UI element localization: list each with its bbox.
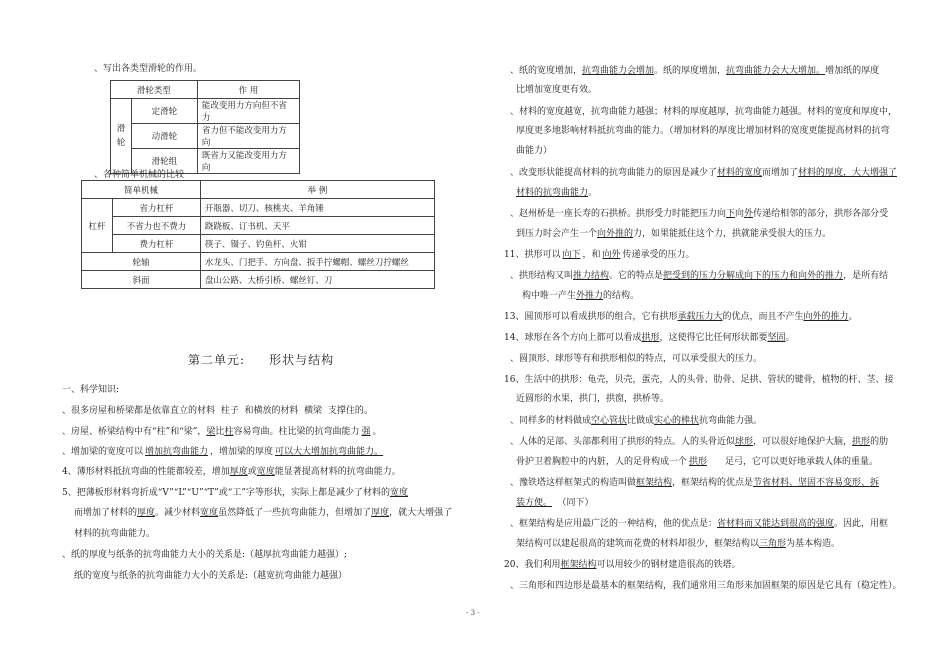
machine-examples: 盘山公路、大桥引桥、螺丝钉、刀 (200, 271, 434, 289)
text: ，和 (582, 250, 601, 260)
lever-examples: 跷跷板、订书机、天平 (200, 217, 434, 235)
text: 5、把薄板形材料弯折成“V”“L”“U”“T”或“工”字等形状，实际上都是减少了材料的 (62, 488, 390, 498)
table1-heading: 、写出各类型滑轮的作用。 (94, 64, 203, 74)
text: 。 (588, 188, 598, 198)
paragraph (510, 436, 888, 448)
paragraph: 、圆顶形、球形等有和拱形相似的特点，可以承受很大的压力。 (510, 354, 763, 364)
answer: 推力结构 (573, 271, 610, 281)
table2-heading: 、各种简单机械的比较 (94, 170, 185, 180)
text: 抗弯曲能力强。 (699, 416, 763, 426)
answer: 空心管状 (591, 416, 628, 426)
page-number: - 3 - (466, 609, 480, 617)
paragraph (504, 311, 858, 323)
paragraph (510, 167, 897, 179)
answer: 材料的抗弯曲能力 (516, 188, 589, 198)
paragraph-cont (516, 538, 840, 550)
text: 。减少材料 (155, 508, 201, 518)
text: 、赵州桥是一座长寿的石拱桥。拱形受力时能把压力向 (510, 209, 727, 219)
answer: 柱 (224, 427, 234, 437)
answer: 材料的宽度 (717, 168, 763, 178)
text: 的结构。 (603, 291, 640, 301)
text: （同下） (562, 498, 594, 508)
paragraph (62, 426, 382, 438)
text: 到压力时会产生一个 (516, 229, 598, 239)
paragraph-cont (516, 456, 878, 468)
pulley-row-type: 定滑轮 (132, 99, 198, 124)
paragraph: 、很多房屋和桥梁都是依靠直立的材料 柱子 和横放的材料 横梁 支撑住的。 (62, 406, 373, 416)
paragraph (504, 374, 893, 386)
unit-title: 第二单元: 形状与结构 (188, 353, 335, 367)
lever-type: 费力杠杆 (113, 235, 201, 253)
text: ，是所有结 (843, 271, 889, 281)
text: 、改变形状能提高材料的抗弯曲能力的原因是减少了 (510, 168, 718, 178)
paragraph-cont: 比增加宽度更有效。 (516, 85, 598, 95)
paragraph-cont: 纸的宽度与纸条的抗弯曲能力大小的关系是:（越宽抗弯曲能力越强） (74, 571, 348, 581)
machine-table (81, 180, 435, 289)
paragraph (510, 477, 879, 489)
paragraph (504, 332, 795, 344)
text: 16、生活中的拱形： (504, 375, 588, 385)
text: 的优点，而且不产生 (722, 312, 804, 322)
paragraph (62, 466, 401, 478)
text: ，这使得它比任何形状都要 (659, 333, 768, 343)
text: 为基本构造。 (786, 539, 841, 549)
answer: 把受到的压力分解成向下的压力和向外的推力 (663, 271, 844, 281)
answer: 框架结构 (636, 478, 673, 488)
text: ，可以很好地保护大脑， (753, 437, 853, 447)
text: 、纸的宽度增加， (510, 66, 583, 76)
paragraph: 、材料的宽度越宽，抗弯曲能力越强；材料的厚度越厚，抗弯曲能力越强。材料的宽度和厚度中， (510, 107, 898, 117)
answer: 宽度 (200, 508, 219, 518)
text: 、同样多的材料做成 (510, 416, 592, 426)
pulley-table (110, 80, 300, 174)
text: 能显著提高材料的抗弯曲能力。 (274, 467, 401, 477)
text: 20、我们利用 (504, 560, 561, 570)
text: 增加纸的厚度 (825, 66, 880, 76)
paragraph-cont (516, 497, 594, 509)
text: 13、圆顶形可以看成拱形的组合，它有拱形 (504, 312, 678, 322)
answer: 梁 (206, 427, 216, 437)
answer: 向下 (562, 250, 581, 260)
answer: 厚度 (371, 508, 390, 518)
answer: 拱形 (852, 437, 871, 447)
answer: 装方便。 (516, 498, 553, 508)
paragraph (510, 270, 888, 282)
paragraph (504, 249, 695, 261)
pulley-type-header: 滑轮类型 (111, 81, 198, 99)
answer: 材料的厚度，大大增强了 (798, 168, 898, 178)
paragraph (62, 487, 408, 499)
text: 、房屋、桥梁结构中有“柱”和“梁”， (62, 427, 207, 437)
text: 向 (735, 209, 745, 219)
answer: 拱形 (641, 333, 660, 343)
text: ，就大大增强了 (389, 508, 453, 518)
text: 骨护卫着胸腔中的内脏，人的足骨构成一个 (516, 457, 688, 467)
text: 足弓，它可以更好地承载人体的重量。 (725, 457, 879, 467)
text: 传递承受的压力。 (622, 250, 695, 260)
paragraph-cont (516, 187, 597, 199)
example-header: 举 例 (200, 181, 434, 199)
answer: 厚度 (137, 508, 156, 518)
machine-header: 简单机械 (82, 181, 201, 199)
paragraph-cont (516, 228, 831, 240)
lever-type: 省力杠杆 (113, 199, 201, 217)
paragraph-cont: 近圆形的水果，拱门，拱窗，拱桥等。 (516, 394, 670, 404)
answer: 坚固 (767, 333, 786, 343)
paragraph-cont: 材料的抗弯曲能力。 (74, 529, 156, 539)
text: ，增加梁的厚度 (210, 447, 274, 457)
text: 。因此，用框 (834, 519, 889, 529)
answer: 下 (726, 209, 736, 219)
text: 、人体的足部、头部都利用了拱形的特点。人的头骨近似 (510, 437, 736, 447)
section-heading: 一、科学知识: (62, 385, 120, 395)
paragraph-cont (74, 507, 452, 519)
paragraph (510, 415, 762, 427)
text: 架结构可以建起很高的建筑而花费的材料却很少，框架结构以 (516, 539, 760, 549)
paragraph (510, 65, 879, 77)
answer: 宽度 (389, 488, 408, 498)
text: 可以用较少的钢材建造很高的铁塔。 (596, 560, 741, 570)
text: ，框架结构的优点是 (672, 478, 754, 488)
pulley-function-header: 作 用 (197, 81, 299, 99)
text: 、拱形结构又叫 (510, 271, 574, 281)
answer: 向外 (602, 250, 621, 260)
answer: 抗弯曲能力会大大增加。 (726, 66, 826, 76)
paragraph (62, 446, 385, 458)
paragraph: 、纸的厚度与纸条的抗弯曲能力大小的关系是:（越厚抗弯曲能力越强）; (62, 550, 348, 560)
paragraph: 、三角形和四边形是最基本的框架结构，我们通常用三角形来加固框架的原因是它具有（稳定性）。 (510, 581, 902, 591)
answer: 向外推的 (597, 229, 634, 239)
text: 。 (785, 333, 795, 343)
text: 传递给相邻的部分，拱形各部分受 (753, 209, 889, 219)
text: 。纸的厚度增加， (654, 66, 727, 76)
text: 。它的特点是 (609, 271, 664, 281)
text: 比 (215, 427, 225, 437)
text: 、豫铁塔这样框架式的构造叫做 (510, 478, 637, 488)
answer: 球形 (735, 437, 754, 447)
pulley-row-type: 滑轮组 (132, 149, 198, 174)
answer: 强 (361, 427, 371, 437)
pulley-row-type: 动滑轮 (132, 124, 198, 149)
answer: 抗弯曲能力会增加 (582, 66, 655, 76)
answer: 承载压力大 (677, 312, 723, 322)
pulley-row-function: 既省力又能改变用力方向 (197, 149, 299, 174)
machine-examples: 水龙头、门把手、方向盘、扳手拧螺帽、螺丝刀拧螺丝 (200, 253, 434, 271)
text: 构中唯一产生 (522, 291, 577, 301)
answer: 厚度 (229, 467, 248, 477)
machine-type: 斜面 (82, 271, 201, 289)
paragraph (504, 559, 740, 571)
pulley-row-function: 省力但不能改变用力方向 (197, 124, 299, 149)
answer: 实心的棒状 (654, 416, 700, 426)
paragraph-cont: 曲能力） (516, 146, 553, 156)
answer: 外 (744, 209, 754, 219)
text: 龟壳，贝壳，蛋壳，人的头骨、肋骨、足拱、管状的键骨，植物的杆、茎、接 (587, 375, 894, 385)
text: 。 (372, 427, 382, 437)
lever-examples: 筷子、镊子、钓鱼杆、火钳 (200, 235, 434, 253)
answer: 宽度 (256, 467, 275, 477)
text: 比做成 (627, 416, 655, 426)
answer: 可以大大增加抗弯曲能力。 (275, 447, 384, 457)
paragraph (510, 208, 888, 220)
text: 容易弯曲。柱比梁的抗弯曲能力 (233, 427, 360, 437)
lever-examples: 开瓶器、切刀、核桃夹、羊角锤 (200, 199, 434, 217)
answer: 外推力 (576, 291, 604, 301)
paragraph-cont (522, 290, 639, 302)
answer: 增加抗弯曲能力 (145, 447, 209, 457)
text: 而增加了 (762, 168, 799, 178)
answer: 省材料而又能达到很高的强度 (717, 519, 835, 529)
answer: 向外的推力 (803, 312, 849, 322)
answer: 拱形 (689, 457, 708, 467)
machine-type: 轮轴 (82, 253, 201, 271)
paragraph-cont: 厚度更多地影响材料抵抗弯曲的能力。（增加材料的厚度比增加材料的宽度更能提高材料的抗弯 (516, 126, 890, 136)
answer: 框架结构 (560, 560, 597, 570)
text: 14、球形在各个方向上都可以看成 (504, 333, 642, 343)
lever-group-cell: 杠杆 (82, 199, 113, 253)
answer: 三角形 (759, 539, 787, 549)
text: 或 (247, 467, 257, 477)
text: 的肋 (870, 437, 889, 447)
pulley-group-cell: 滑轮 (111, 99, 132, 174)
text: 、框架结构是应用最广泛的一种结构，他的优点是： (510, 519, 718, 529)
text: 虽然降低了一些抗弯曲能力，但增加了 (218, 508, 372, 518)
text: 、增加梁的宽度可以 (62, 447, 144, 457)
answer: 节省材料、坚固不容易变形、拆 (753, 478, 880, 488)
pulley-row-function: 能改变用力方向但不省力 (197, 99, 299, 124)
paragraph (510, 518, 888, 530)
text: 而增加了材料的 (74, 508, 138, 518)
text: 。 (848, 312, 858, 322)
text: 4、薄形材料抵抗弯曲的性能都较差，增加 (62, 467, 230, 477)
text: 11、拱形可以 (504, 250, 561, 260)
lever-type: 不省力也不费力 (113, 217, 201, 235)
text: 力，如果能抵住这个力，拱就能承受很大的压力。 (633, 229, 832, 239)
